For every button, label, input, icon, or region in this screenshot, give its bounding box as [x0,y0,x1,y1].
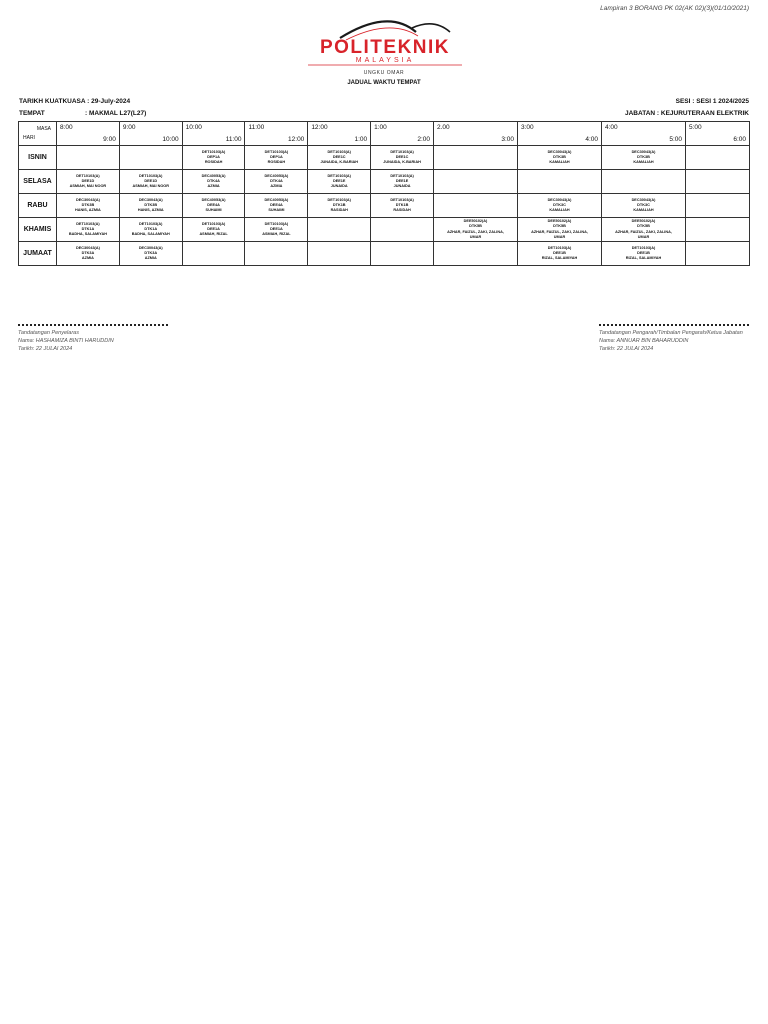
class-group: DTK5B [553,224,566,229]
time-slot-header [518,122,602,146]
empty-slot [308,242,371,266]
lecturer-names: ASMIAH, RIZAL [199,232,228,237]
empty-slot [119,146,182,170]
class-group: DTK5B [637,224,650,229]
day-label: KHAMIS [19,218,57,242]
slot-start: 5:00 [689,124,702,131]
department [625,110,749,117]
time-slot-header [182,122,245,146]
class-group: DEE1C [395,154,409,159]
signature-line [599,324,749,326]
class-group: DTK1A [81,226,95,231]
empty-slot [434,170,518,194]
day-row [19,146,750,170]
empty-slot [182,242,245,266]
class-slot [434,218,518,242]
class-slot [245,194,308,218]
slot-start: 9:00 [122,124,136,131]
svg-text:POLITEKNIK: POLITEKNIK [319,37,451,58]
slot-start: 4:00 [605,124,618,131]
department-value: KEJURUTERAAN ELEKTRIK [660,110,749,117]
class-slot [119,194,182,218]
class-group: DTK4A [270,178,283,183]
class-group: DEE1A [270,226,283,231]
class-group: DEE1D [81,178,95,183]
course-code: DEC40053(A) [201,173,226,178]
class-group: DTK3A [81,250,95,255]
class-group: DTK3B [637,154,650,159]
effective-date-label: TARIKH KUATKUASA : [19,98,90,105]
empty-slot [434,242,518,266]
class-group: DEE1C [332,154,346,159]
empty-slot [371,242,434,266]
lecturer-names: KAMALIAH [549,208,570,213]
course-code: DET10103(A) [76,173,100,178]
slot-start: 10:00 [185,124,202,131]
course-code: DEC30043(A) [75,245,100,250]
slot-start: 11:00 [248,124,265,131]
place [19,110,146,117]
course-code: DET10103(A) [264,221,289,226]
class-group: DEE1B [553,250,566,255]
time-slot-header [686,122,750,146]
course-code: DEC30043(A) [138,197,163,202]
class-slot [518,194,602,218]
class-group: DTK3B [144,202,158,207]
class-slot [371,194,434,218]
lecturer-names: BADHA, SALAMIYAH [131,232,170,237]
lecturer-names: RASIDAH [393,208,411,213]
class-slot [245,170,308,194]
class-slot [308,146,371,170]
class-group: DTK1B [332,202,346,207]
class-group: DEE1E [333,178,346,183]
course-code: DET10103(A) [390,173,414,178]
slot-end: 6:00 [733,136,746,143]
lecturer-names: JUNAIDA, K.BARIAH [383,160,421,165]
lecturer-names: ASMIAH, MAI NOOR [132,184,169,189]
course-code: DET10103(A) [631,245,656,250]
session [676,98,749,105]
lecturer-names: HANIS, AZMIA [137,208,164,213]
head-of-department-signature [599,324,749,353]
empty-slot [686,170,750,194]
time-slot-header [245,122,308,146]
lecturer-names: RIZAL, SALAMIYAH [625,256,662,261]
class-group: DTK1B [395,202,409,207]
course-code: DET10103(A) [76,221,100,226]
day-row [19,170,750,194]
class-slot [119,170,182,194]
session-label: SESI : [675,98,695,105]
class-slot [602,242,686,266]
class-slot [371,146,434,170]
slot-end: 4:00 [585,136,598,143]
day-label: JUMAAT [19,242,57,266]
class-slot [182,170,245,194]
class-slot [119,218,182,242]
course-code: DEC30043(A) [547,149,572,154]
class-slot [57,218,120,242]
class-group: DTK3A [144,250,158,255]
signature-role: Tandatangan Pengarah/Timbalan Pengarah/Ketua Jabatan [599,330,743,336]
coordinator-signature [18,324,168,353]
lecturer-names: AZHAR, FAIZUL, ZAKI, ZALINA, [447,229,504,234]
class-group: DEP1A [207,154,220,159]
signature-name: Nama: HASHAMIZA BINTI HARUDDIN [18,338,114,344]
signature-name: Nama: ANNUAR BIN BAHARUDDIN [599,338,689,344]
lecturer-names: AZMIA [81,256,94,261]
svg-text:MALAYSIA: MALAYSIA [355,57,415,64]
course-code: DEC40053(A) [264,173,289,178]
class-slot [371,170,434,194]
effective-date [19,98,130,105]
timetable-header-row [19,122,750,146]
slot-start: 8:00 [60,124,73,131]
class-slot [518,146,602,170]
lecturer-names: JUNAIDA [393,184,411,189]
class-slot [182,146,245,170]
slot-end: 2:00 [417,136,430,143]
slot-end: 12:00 [288,136,305,143]
lecturer-names: ROSIDAH [267,160,286,165]
lecturer-names: UMAR [469,234,482,239]
time-slot-header [119,122,182,146]
empty-slot [686,242,750,266]
signature-date: Tarikh: 22 JULAI 2024 [599,346,654,352]
class-slot [182,194,245,218]
time-slot-header [434,122,518,146]
empty-slot [57,146,120,170]
class-group: DTK5B [469,224,482,229]
day-label: SELASA [19,170,57,194]
class-group: DEE1B [637,250,650,255]
class-slot [57,194,120,218]
lecturer-names: JUNAIDA [330,184,348,189]
place-value: : MAKMAL L27(L27) [85,110,147,117]
lecturer-names: JUNAIDA, K.BARIAH [320,160,358,165]
signature-date: Tarikh: 22 JULAI 2024 [18,346,73,352]
lecturer-names: BADHA, SALAMIYAH [68,232,107,237]
time-slot-header [371,122,434,146]
empty-slot [686,194,750,218]
class-group: DEE1D [144,178,158,183]
empty-slot [308,218,371,242]
course-code: DET10103(A) [201,149,226,154]
lecturer-names: KAMALIAH [633,160,654,165]
course-code: DET10103(A) [327,197,351,202]
empty-slot [518,170,602,194]
slot-end: 5:00 [669,136,682,143]
class-group: DTK3B [553,154,566,159]
course-code: DEC30043(A) [138,245,163,250]
lecturer-names: HANIS, AZMIA [75,208,101,213]
class-slot [308,194,371,218]
lecturer-names: RASIDAH [330,208,348,213]
institution-name: UNGKU OMAR [363,70,405,76]
lecturer-names: RIZAL, SALAMIYAH [541,256,578,261]
course-code: DEE50102(A) [547,218,572,223]
class-slot [245,218,308,242]
course-code: DEE50102(A) [631,218,656,223]
course-code: DEC30043(A) [631,197,656,202]
class-slot [57,242,120,266]
day-label: ISNIN [19,146,57,170]
course-code: DEC40053(A) [264,197,289,202]
course-code: DET10103(A) [139,221,163,226]
lecturer-names: ASMIAH, MAI NOOR [69,184,107,189]
lecturer-names: AZMIA [270,184,283,189]
course-code: DEE50102(A) [463,218,488,223]
time-axis-label: MASA [36,126,51,132]
session-value: SESI 1 2024/2025 [696,98,749,105]
lecturer-names: AZHAR, FAIZUL, ZAKI, ZALINA, [615,229,672,234]
slot-start: 3:00 [521,124,534,131]
slot-end: 1:00 [354,136,368,143]
slot-end: 10:00 [162,136,179,143]
lecturer-names: SUHAIMI [205,208,222,213]
form-reference: Lampiran 3 BORANG PK 02(AK 02)(3)(01/10/2021) [600,5,749,12]
empty-slot [434,194,518,218]
department-label: JABATAN : [625,110,660,117]
time-slot-header [57,122,120,146]
lecturer-names: ROSIDAH [204,160,223,165]
class-slot [57,170,120,194]
lecturer-names: AZHAR, FAIZUL, ZAKI, ZALINA, [531,229,588,234]
course-code: DET10103(A) [327,149,351,154]
class-slot [245,146,308,170]
class-slot [518,218,602,242]
class-group: DEP1A [270,154,283,159]
course-code: DET10103(A) [390,197,414,202]
corner-header [19,122,57,146]
empty-slot [245,242,308,266]
course-code: DET10103(A) [327,173,351,178]
day-axis-label: HARI [23,135,35,141]
class-group: DTK3C [637,202,650,207]
timetable [18,121,750,266]
empty-slot [434,146,518,170]
lecturer-names: AZMIA [207,184,220,189]
signature-role: Tandatangan Penyelaras [18,330,79,336]
class-slot [308,170,371,194]
class-slot [518,242,602,266]
class-group: DEE1A [207,226,220,231]
slot-start: 1:00 [374,124,387,131]
politeknik-logo [300,16,470,72]
course-code: DET10103(A) [201,221,226,226]
course-code: DEC30043(A) [631,149,656,154]
course-code: DEC40053(A) [201,197,226,202]
day-label: RABU [19,194,57,218]
class-group: DTK4A [207,178,220,183]
course-code: DET10103(A) [264,149,289,154]
document-title: JADUAL WAKTU TEMPAT [347,80,421,86]
lecturer-names: ASMIAH, RIZAL [262,232,291,237]
lecturer-names: UMAR [553,234,566,239]
signature-line [18,324,168,326]
empty-slot [686,146,750,170]
slot-start: 2.00 [437,124,450,131]
class-slot [602,194,686,218]
class-group: DEE4A [270,202,283,207]
slot-end: 3:00 [501,136,514,143]
class-group: DEE4A [207,202,220,207]
course-code: DET10103(A) [547,245,572,250]
class-slot [602,218,686,242]
day-row [19,218,750,242]
effective-date-value: 29-July-2024 [91,98,131,105]
class-group: DTK3C [553,202,566,207]
place-label: TEMPAT [19,110,45,117]
slot-start: 12:00 [311,124,328,131]
course-code: DET10103(A) [390,149,414,154]
empty-slot [686,218,750,242]
lecturer-names: SUHAIMI [268,208,285,213]
course-code: DEC30043(A) [547,197,572,202]
class-group: DTK1A [144,226,158,231]
class-group: DEE1E [395,178,409,183]
slot-end: 9:00 [103,136,116,143]
course-code: DET10103(A) [139,173,163,178]
lecturer-names: KAMALIAH [549,160,570,165]
lecturer-names: KAMALIAH [633,208,654,213]
empty-slot [371,218,434,242]
lecturer-names: AZMIA [144,256,157,261]
slot-end: 11:00 [225,136,242,143]
day-row [19,194,750,218]
time-slot-header [602,122,686,146]
class-group: DTK3B [81,202,95,207]
empty-slot [602,170,686,194]
lecturer-names: UMAR [637,234,650,239]
course-code: DEC30043(A) [75,197,100,202]
class-slot [119,242,182,266]
time-slot-header [308,122,371,146]
class-slot [182,218,245,242]
day-row [19,242,750,266]
class-slot [602,146,686,170]
